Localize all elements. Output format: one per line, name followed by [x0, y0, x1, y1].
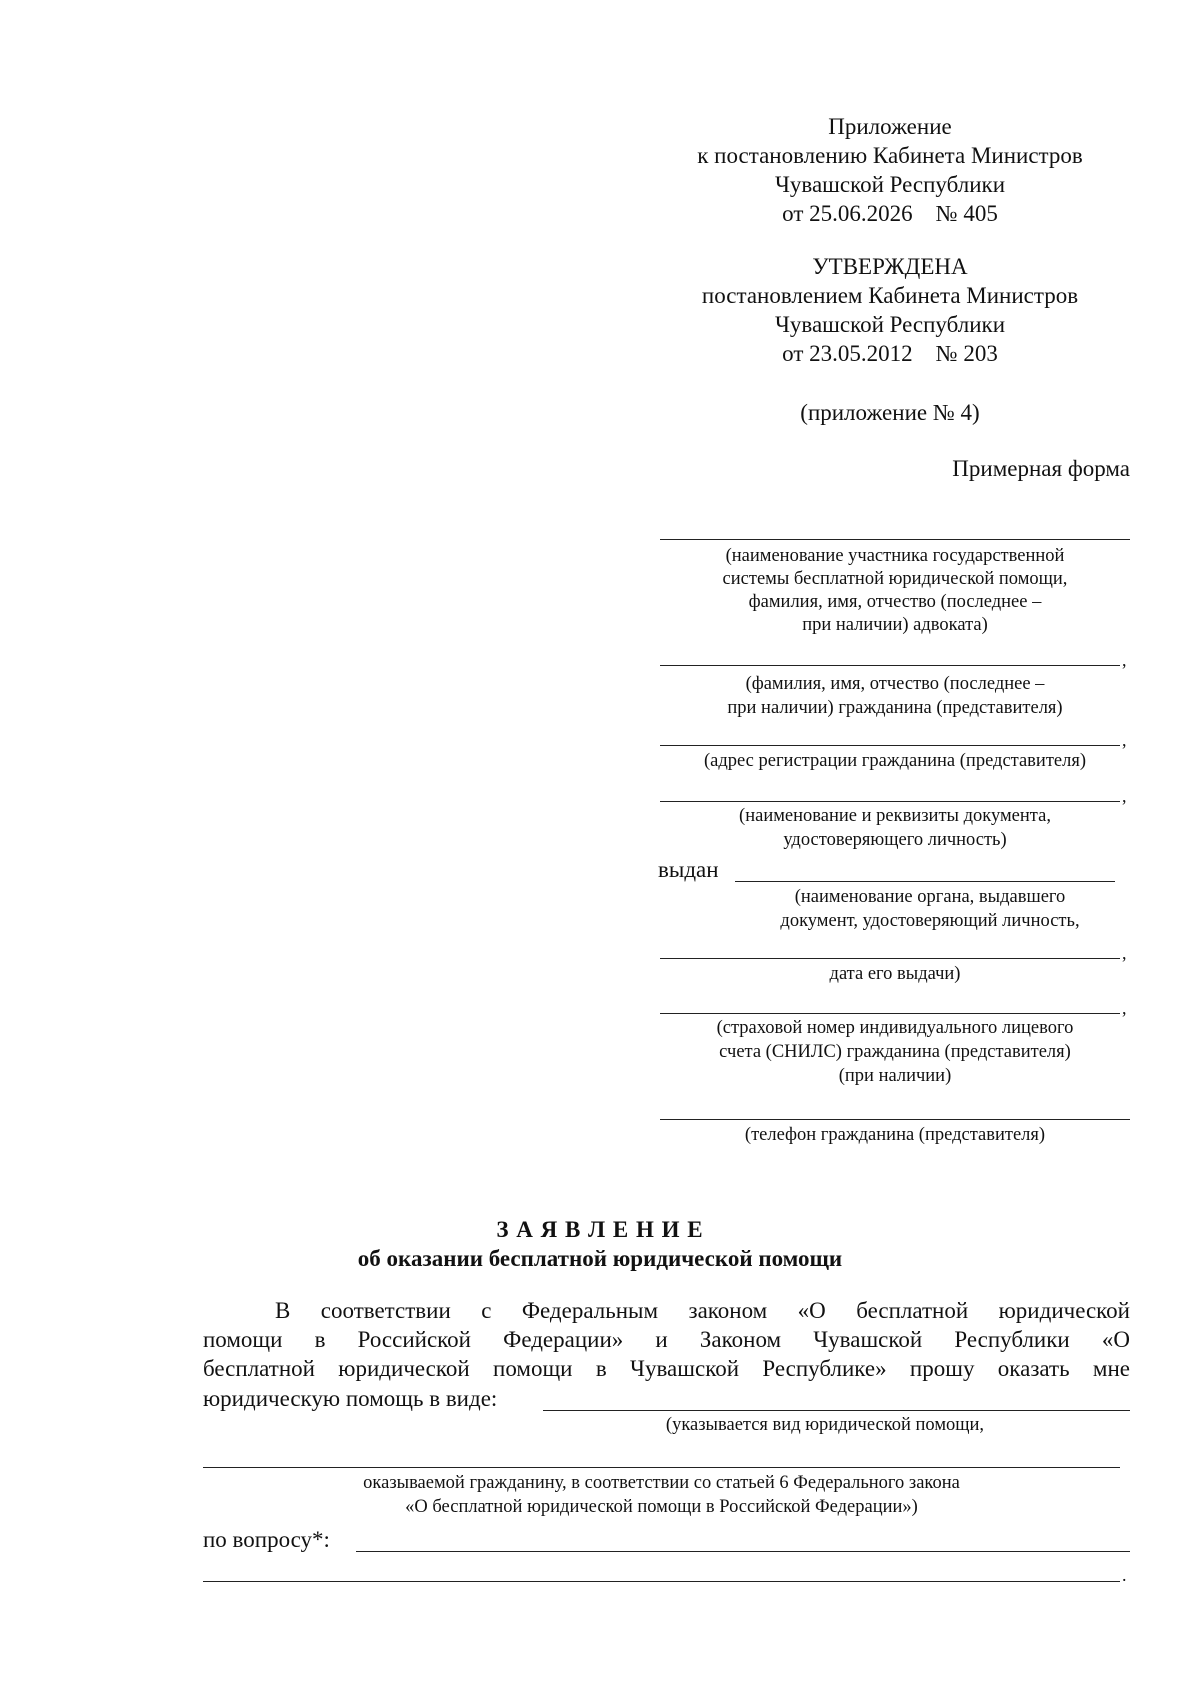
snils-line[interactable]: [660, 1013, 1120, 1014]
annex-line-2: к постановлению Кабинета Министров: [697, 143, 1083, 168]
comma: ,: [1122, 943, 1127, 963]
issuer-line[interactable]: [735, 881, 1115, 882]
annex-date-line: от 25.06.2026 № 405: [782, 201, 998, 226]
citizen-caption-1: (фамилия, имя, отчество (последнее –: [745, 674, 1045, 694]
application-subtitle: об оказании бесплатной юридической помощи: [357, 1246, 843, 1271]
approved-line-2: постановлением Кабинета Министров: [701, 283, 1079, 308]
comma: ,: [1122, 730, 1127, 750]
appendix-ref: (приложение № 4): [800, 400, 980, 425]
id-document-line[interactable]: [660, 801, 1120, 802]
issuer-caption-1: (наименование органа, выдавшего: [794, 887, 1066, 907]
citizen-caption-2: при наличии) гражданина (представителя): [727, 698, 1063, 718]
annex-title: Приложение: [828, 114, 952, 139]
help-type-caption-3: «О бесплатной юридической помощи в Российской Федерации»): [405, 1497, 918, 1517]
participant-caption-2: системы бесплатной юридической помощи,: [722, 569, 1068, 589]
help-type-caption-2: оказываемой гражданину, в соответствии со статьей 6 Федерального закона: [363, 1473, 960, 1493]
period: .: [1122, 1565, 1127, 1585]
form-type: Примерная форма: [952, 456, 1130, 481]
address-line[interactable]: [660, 745, 1120, 746]
snils-caption-3: (при наличии): [838, 1066, 952, 1086]
phone-line[interactable]: [660, 1119, 1130, 1120]
body-line-4: юридическую помощь в виде:: [203, 1386, 498, 1411]
participant-caption-1: (наименование участника государственной: [725, 546, 1065, 566]
issuer-caption-2: документ, удостоверяющий личность,: [780, 911, 1080, 931]
snils-caption-1: (страховой номер индивидуального лицевого: [716, 1018, 1074, 1038]
phone-caption: (телефон гражданина (представителя): [744, 1125, 1046, 1145]
question-line[interactable]: [356, 1551, 1130, 1552]
citizen-name-line[interactable]: [660, 665, 1120, 666]
help-type-line-2[interactable]: [203, 1467, 1120, 1468]
address-caption: (адрес регистрации гражданина (представителя): [703, 751, 1087, 771]
approved-line-3: Чувашской Республики: [774, 312, 1006, 337]
annex-line-3: Чувашской Республики: [774, 172, 1006, 197]
comma: ,: [1122, 998, 1127, 1018]
application-title: З А Я В Л Е Н И Е: [496, 1217, 704, 1242]
comma: ,: [1122, 786, 1127, 806]
snils-caption-2: счета (СНИЛС) гражданина (представителя): [719, 1042, 1071, 1062]
help-type-line[interactable]: [543, 1410, 1130, 1411]
participant-caption-3: фамилия, имя, отчество (последнее –: [748, 592, 1042, 612]
question-label: по вопросу*:: [203, 1527, 330, 1552]
help-type-caption-1: (указывается вид юридической помощи,: [665, 1415, 985, 1435]
question-line-2[interactable]: [203, 1581, 1120, 1582]
issue-date-caption: дата его выдачи): [829, 964, 961, 984]
approved-title: УТВЕРЖДЕНА: [812, 254, 968, 279]
participant-name-line[interactable]: [660, 539, 1130, 540]
body-line-3: бесплатной юридической помощи в Чувашской Республике» прошу оказать мне: [203, 1356, 1130, 1381]
body-line-2: помощи в Российской Федерации» и Законом Чувашской Республики «О: [203, 1327, 1130, 1352]
id-document-caption-2: удостоверяющего личность): [783, 830, 1007, 850]
comma: ,: [1122, 650, 1127, 670]
participant-caption-4: при наличии) адвоката): [802, 615, 988, 635]
id-document-caption-1: (наименование и реквизиты документа,: [739, 806, 1051, 826]
approved-date-line: от 23.05.2012 № 203: [782, 341, 998, 366]
issue-date-line[interactable]: [660, 958, 1120, 959]
issued-label: выдан: [658, 857, 719, 882]
body-line-1: В соответствии с Федеральным законом «О бесплатной юридической: [275, 1298, 1130, 1323]
